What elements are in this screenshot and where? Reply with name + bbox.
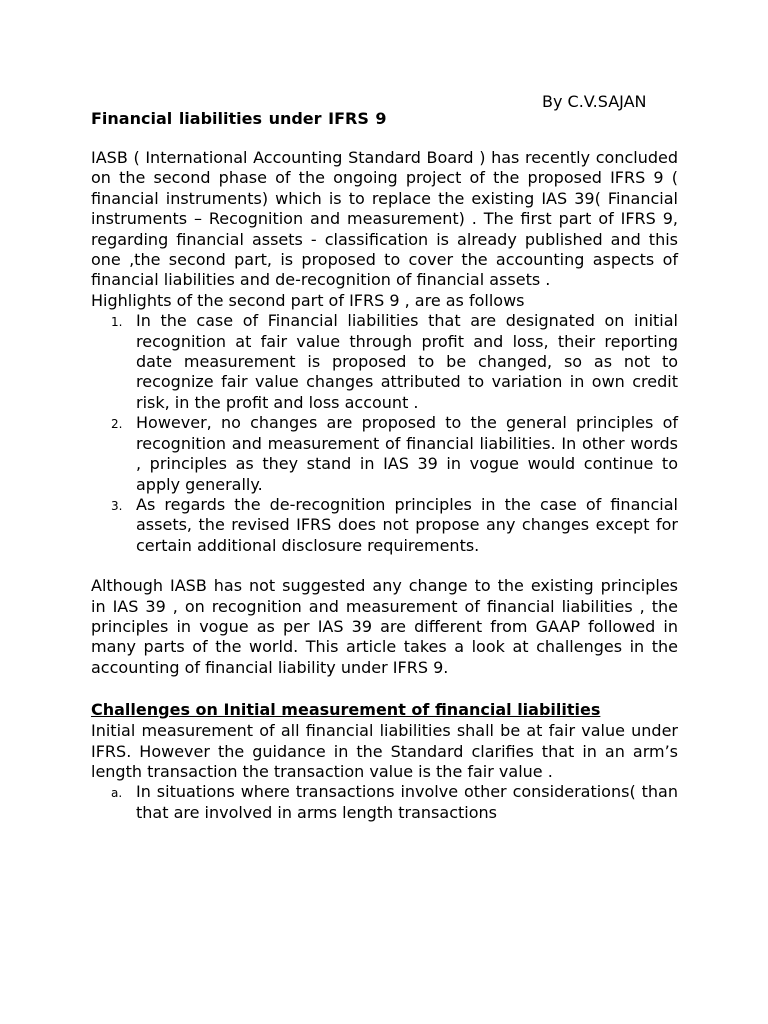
list-item	[91, 782, 678, 822]
highlights-list	[91, 311, 678, 556]
spacer	[91, 130, 678, 148]
list-item-text: In the case of Financial liabilities that are designated on initial recognition at fair value through profit and loss, their reporting date measurement is proposed to be changed, so as not to recognize fair value changes attributed to variation in own credit risk, in the profit and loss account .	[136, 311, 678, 412]
list-marker: 3.	[111, 498, 123, 513]
list-marker: 1.	[111, 315, 123, 330]
section-heading: Challenges on Initial measurement of financial liabilities	[91, 700, 601, 720]
section-list	[91, 782, 678, 822]
list-item	[91, 495, 678, 556]
spacer	[91, 678, 678, 699]
highlights-intro: Highlights of the second part of IFRS 9 , are as follows	[91, 290, 525, 310]
author-line: By C.V.SAJAN	[542, 92, 647, 111]
list-item	[91, 413, 678, 495]
list-marker: a.	[111, 786, 123, 801]
list-item-text: However, no changes are proposed to the general principles of recognition and measurement of financial liabilities. In other words , principles as they stand in IAS 39 in vogue would continue to apply generally.	[136, 413, 678, 494]
list-item-text: In situations where transactions involve other considerations( than that are involved in arms length transactions	[136, 782, 678, 822]
section-paragraph: Initial measurement of all financial liabilities shall be at fair value under IFRS. However the guidance in the Standard clarifies that in an arm’s length transaction the transaction value is the fair value .	[91, 721, 678, 781]
spacer	[91, 556, 678, 576]
document-page	[91, 90, 678, 822]
intro-paragraph: IASB ( International Accounting Standard Board ) has recently concluded on the second phase of the ongoing project of the proposed IFRS 9 ( financial instruments) which is to replace the existing IAS 39( Financial instruments – Recognition and measurement) . The first part of IFRS 9, regarding financial assets - classification is already published and this one ,the second part, is proposed to cover the accounting aspects of financial liabilities and de-recognition of financial assets .	[91, 148, 678, 290]
list-marker: 2.	[111, 417, 123, 432]
document-title: Financial liabilities under IFRS 9	[91, 109, 387, 128]
list-item-text: As regards the de-recognition principles in the case of financial assets, the revised IFRS does not propose any changes except for certain additional disclosure requirements.	[136, 494, 678, 555]
although-paragraph: Although IASB has not suggested any change to the existing principles in IAS 39 , on recognition and measurement of financial liabilities , the principles in vogue as per IAS 39 are different from GAAP followed in many parts of the world. This article takes a look at challenges in the accounting of financial liability under IFRS 9.	[91, 576, 678, 677]
list-item	[91, 311, 678, 413]
